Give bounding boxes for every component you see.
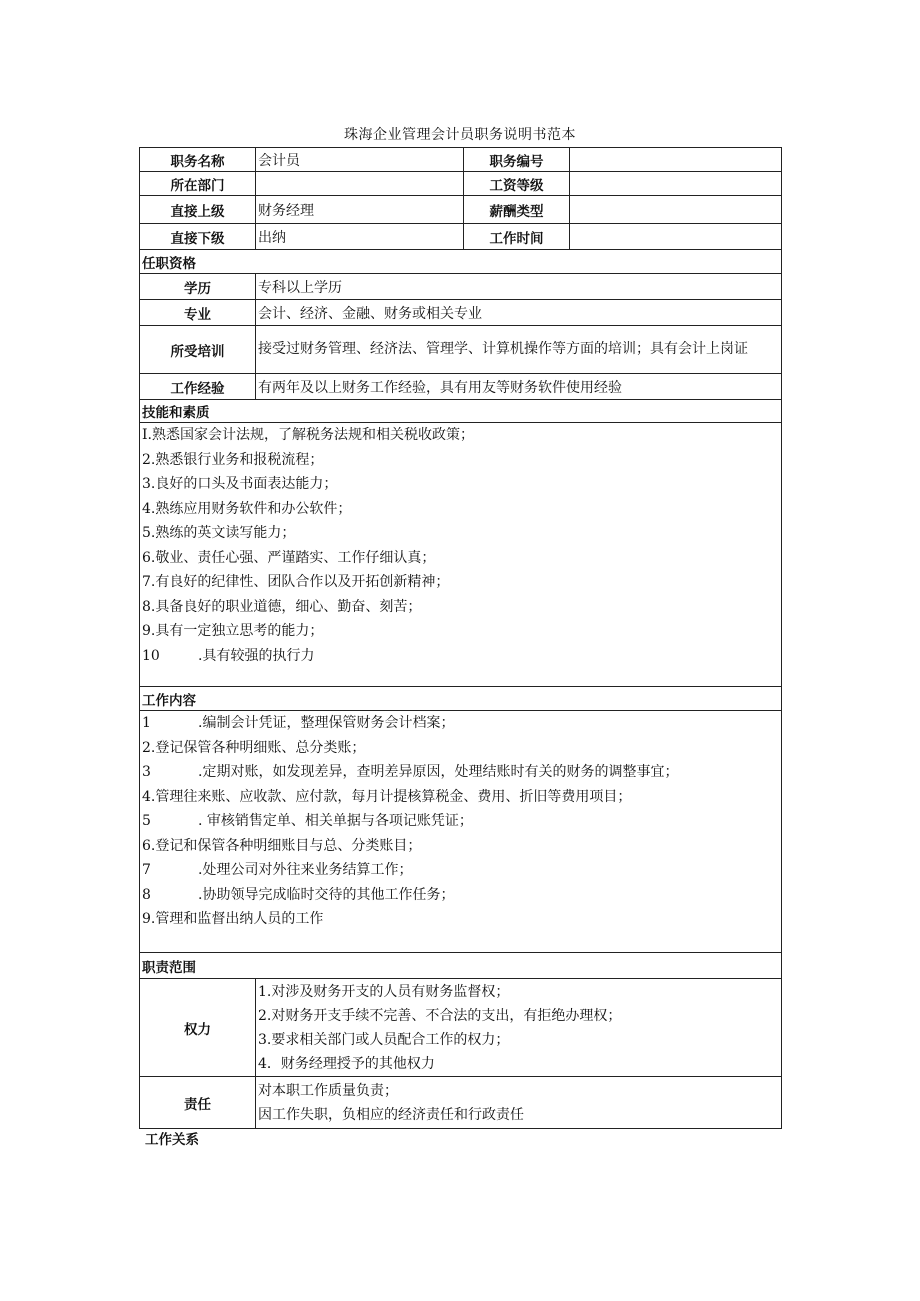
scope-heading: 职责范围 [140,953,782,979]
duty-label: 责任 [140,1077,256,1129]
list-item: 3.良好的口头及书面表达能力； [142,476,338,492]
list-item: 2.对财务开支手续不完善、不合法的支出，有拒绝办理权； [258,1007,622,1024]
work-relations-heading: 工作关系 [145,1132,199,1148]
major-value: 会计、经济、金融、财务或相关专业 [256,300,782,326]
subordinate-label: 直接下级 [140,224,256,250]
list-item-number: 3 [142,764,151,780]
list-item: 6.登记和保管各种明细账目与总、分类账目； [142,837,422,854]
list-item: 8.具备良好的职业道德，细心、勤奋、刻苦； [142,598,422,615]
grade-value [570,172,782,196]
work-content-heading: 工作内容 [140,687,782,711]
list-item-number: 5 [142,813,151,829]
list-item [142,883,779,908]
list-item-text: .具有较强的执行力 [198,647,315,664]
list-item-text: .处理公司对外往来业务结算工作； [198,862,413,878]
list-item: 2.登记保管各种明细账、总分类账； [142,739,366,756]
list-item: 9.具有一定独立思考的能力； [142,623,324,639]
list-item: 4.熟练应用财务软件和办公软件； [142,500,352,517]
qualification-heading: 任职资格 [140,250,782,274]
work-time-label: 工作时间 [464,224,570,250]
job-name-value: 会计员 [256,148,464,172]
major-label: 专业 [140,300,256,326]
list-item: I.熟悉国家会计法规，了解税务法规和相关税收政策； [142,427,474,443]
list-item-number: 7 [142,862,151,878]
list-item-number: 8 [142,886,151,903]
work-content-list [140,711,782,953]
list-item [142,858,779,883]
grade-label: 工资等级 [464,172,570,196]
list-item: 7.有良好的纪律性、团队合作以及开拓创新精神； [142,574,450,590]
power-list [256,979,782,1077]
pay-type-label: 薪酬类型 [464,196,570,224]
experience-label: 工作经验 [140,374,256,400]
power-label: 权力 [140,979,256,1077]
skills-heading: 技能和素质 [140,400,782,423]
job-no-value [570,148,782,172]
experience-value: 有两年及以上财务工作经验，具有用友等财务软件使用经验 [256,374,782,400]
education-value: 专科以上学历 [256,274,782,300]
work-time-value [570,224,782,250]
list-item: 6.敬业、责任心强、严谨踏实、工作仔细认真； [142,549,436,566]
training-label: 所受培训 [140,326,256,374]
list-item: 4．财务经理授予的其他权力 [258,1055,435,1072]
list-item [142,711,779,736]
list-item [142,809,779,834]
job-name-label: 职务名称 [140,148,256,172]
list-item: 9.管理和监督出纳人员的工作 [142,911,324,927]
list-item [142,760,779,785]
job-description-table [139,147,782,1129]
list-item-text: .编制会计凭证，整理保管财务会计档案； [198,715,455,731]
dept-label: 所在部门 [140,172,256,196]
list-item-text: .定期对账，如发现差异，查明差异原因，处理结账时有关的财务的调整事宜； [198,764,679,780]
duty-list [256,1077,782,1129]
list-item: 4.管理往来账、应收款、应付款，每月计提核算税金、费用、折旧等费用项目； [142,788,632,805]
list-item: 3.要求相关部门或人员配合工作的权力； [258,1031,510,1048]
list-item: 1.对涉及财务开支的人员有财务监督权； [258,983,510,1000]
list-item-text: .协助领导完成临时交待的其他工作任务； [198,886,455,903]
job-no-label: 职务编号 [464,148,570,172]
training-value: 接受过财务管理、经济法、管理学、计算机操作等方面的培训；具有会计上岗证 [256,326,782,374]
superior-value: 财务经理 [256,196,464,224]
skills-list [140,423,782,687]
pay-type-value [570,196,782,224]
list-item: 2.熟悉银行业务和报税流程； [142,451,324,468]
list-item-number: 1 [142,715,151,731]
subordinate-value: 出纳 [256,224,464,250]
list-item: 对本职工作质量负责； [258,1082,398,1099]
superior-label: 直接上级 [140,196,256,224]
list-item: 5.熟练的英文读写能力； [142,525,296,541]
list-item [142,644,779,669]
list-item-number: 10 [142,647,160,664]
document-title: 珠海企业管理会计员职务说明书范本 [344,127,576,143]
dept-value [256,172,464,196]
education-label: 学历 [140,274,256,300]
list-item: 因工作失职，负相应的经济责任和行政责任 [258,1106,524,1123]
list-item-text: . 审核销售定单、相关单据与各项记账凭证； [198,813,473,829]
